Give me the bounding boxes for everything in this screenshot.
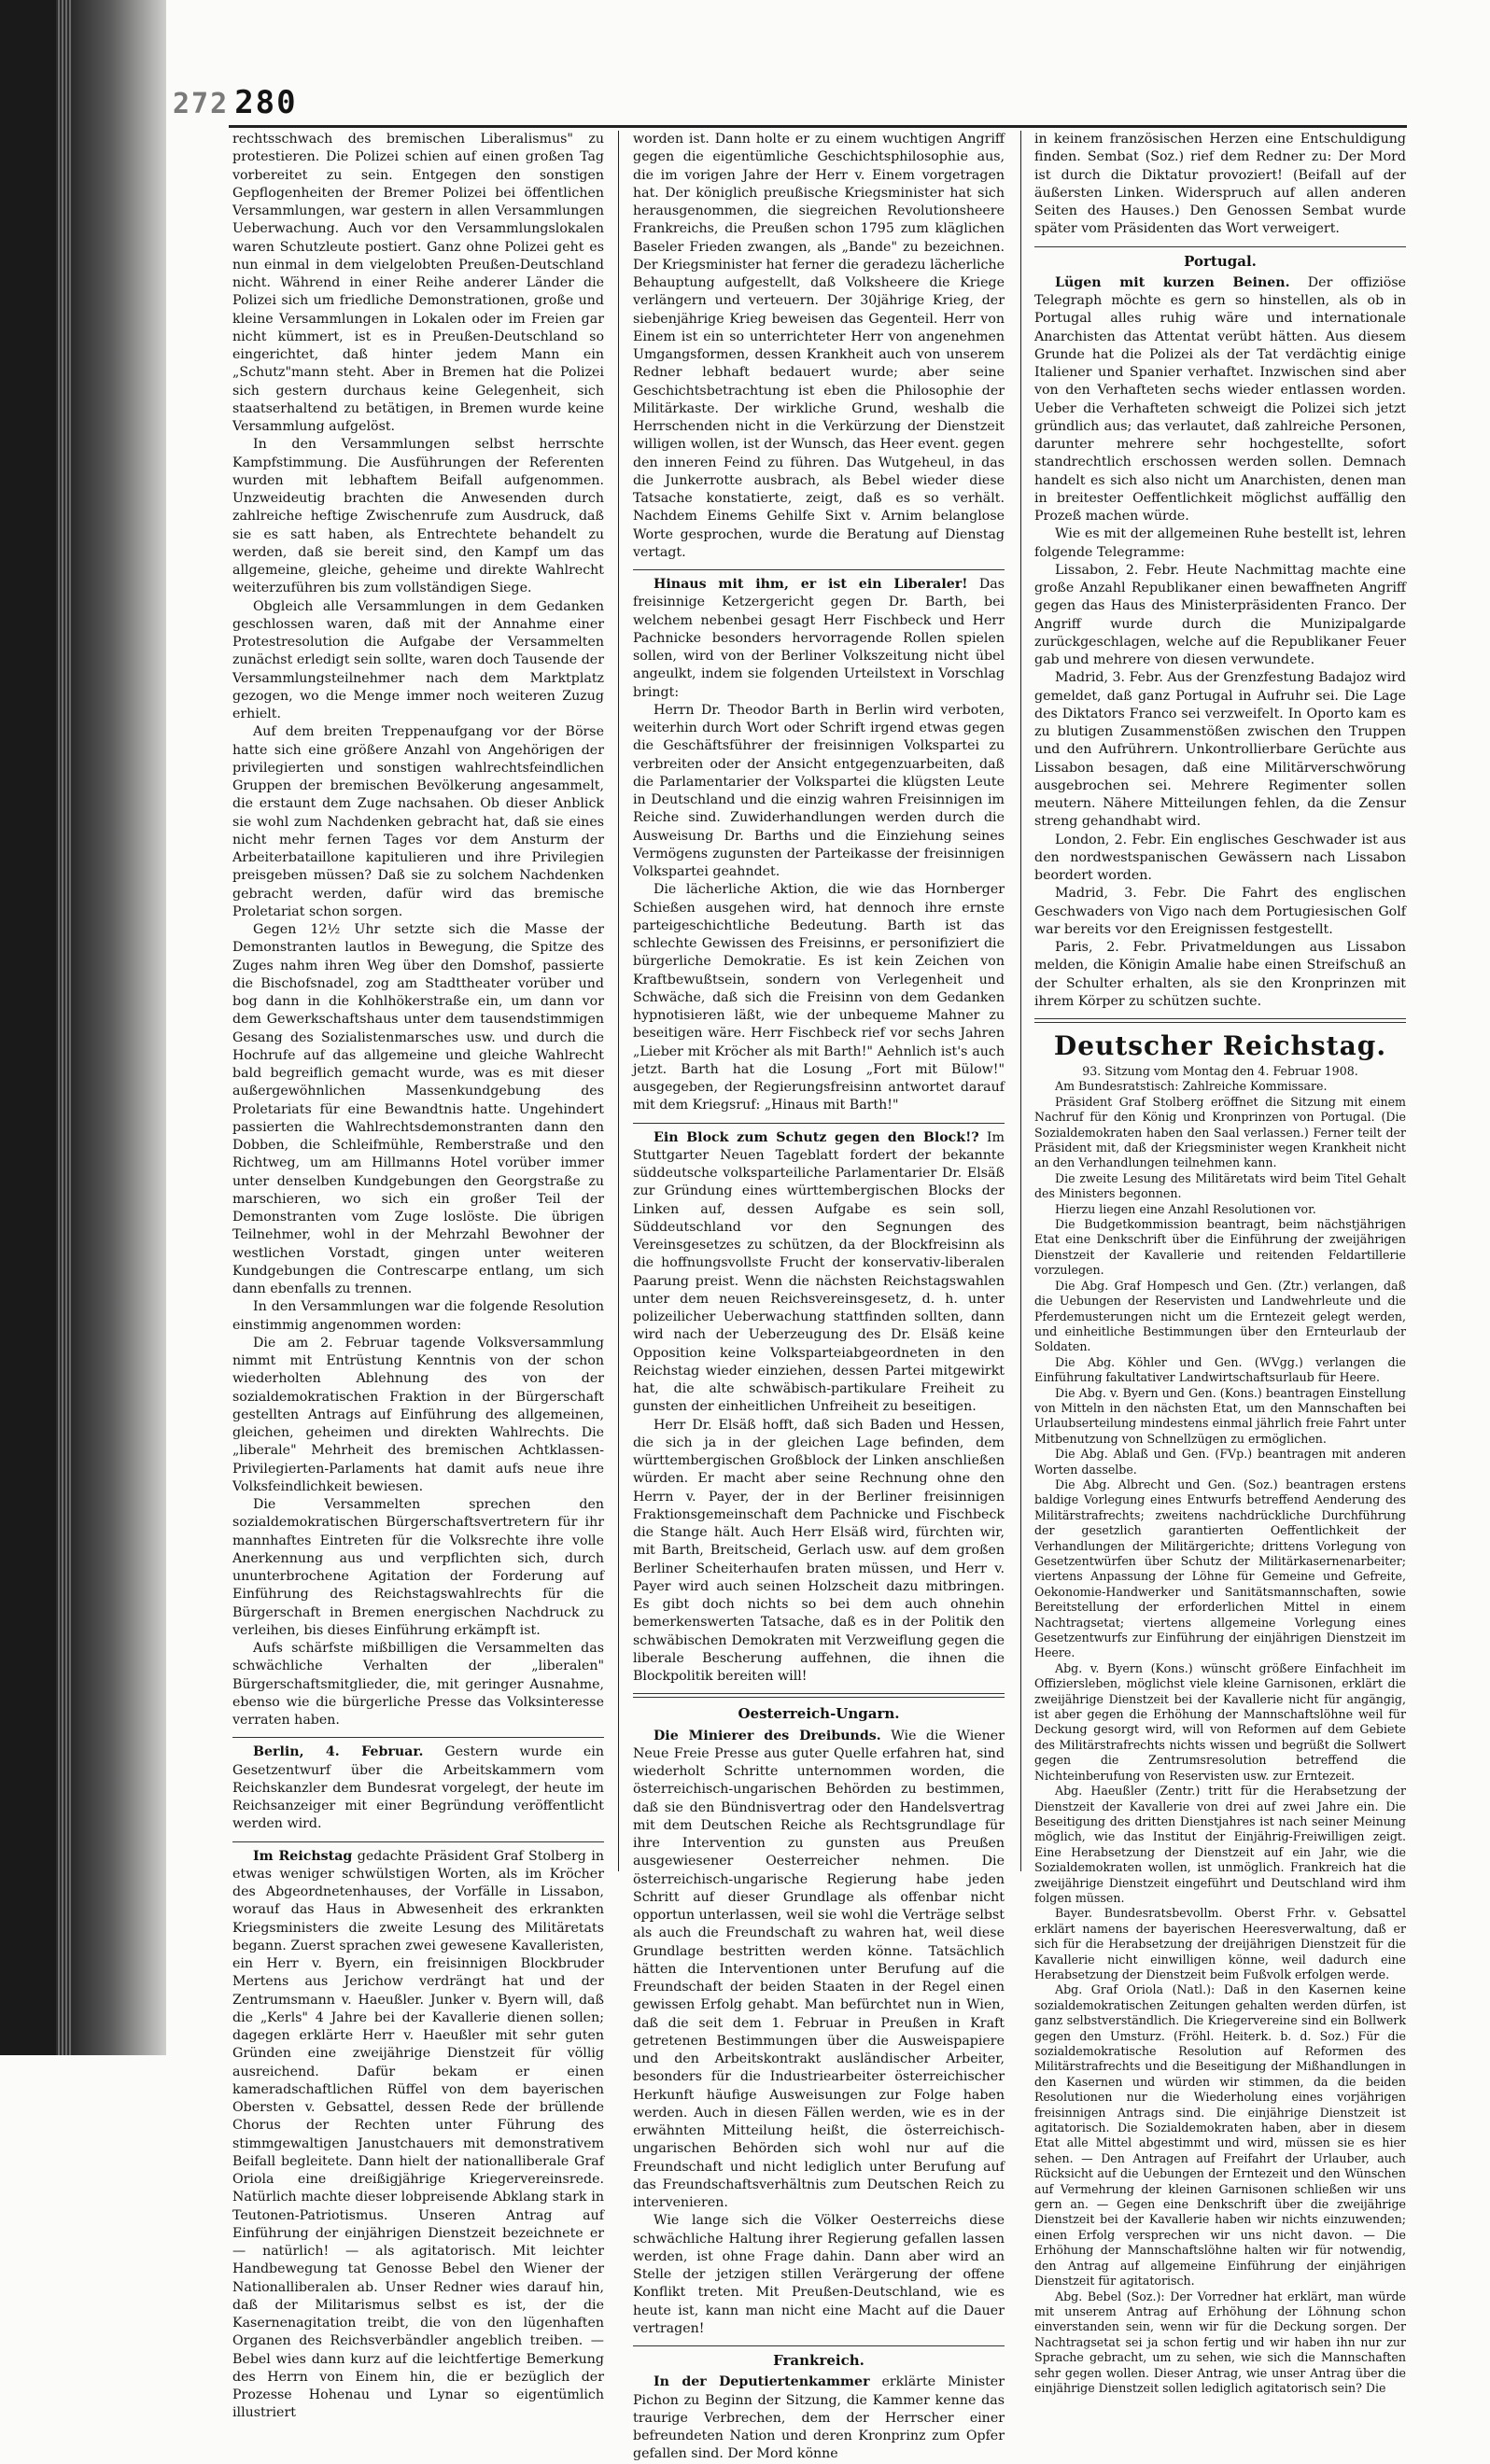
paragraph: Wie es mit der allgemeinen Ruhe bestellt ist, lehren folgende Telegramme:: [1034, 526, 1406, 560]
telegram: Madrid, 3. Febr. Die Fahrt des englischen Geschwaders von Vigo nach dem Portugiesischen Golf war bereits vor den Ereignissen festgestellt.: [1034, 886, 1406, 937]
article-text: Gestern wurde ein Gesetzentwurf über die Arbeitskammern vom Reichskanzler dem Bundesrat vorgelegt, der heute im Reichsanzeiger mit einer Begründung veröffentlicht werden wird.: [232, 1744, 604, 1832]
resolution-paragraph: Aufs schärfste mißbilligen die Versammelten das schwächliche Verhalten der „liberalen" Bürgerschaftsmitglieder, die, mit geringer Ausnahme, ebenso wie die bürgerliche Presse das Volksinteresse verraten haben.: [232, 1641, 604, 1728]
article-headline: In der Deputiertenkammer: [654, 2374, 870, 2390]
section-heading-oesterreich: Oesterreich-Ungarn.: [738, 1705, 900, 1723]
article-text: Im Stuttgarter Neuen Tageblatt fordert der bekannte süddeutsche volksparteiliche Parlamentarier Dr. Elsäß zur Gründung eines württembergischen Blocks der Linken auf, dessen Aufgabe es sein soll, Süddeutschland vor den Segnungen des Vereinsgesetzes zu schützen, da der Blockfreisinn als die hoffnungsvollste Frucht der konservativ-liberalen Paarung preist. Wenn die nächsten Reichstagswahlen unter dem neuen Reichsvereinsgesetz, d. h. unter polizeilicher Ueberwachung stattfinden sollten, dann wird nach der Ueberzeugung des Dr. Elsäß keine Opposition keine Volksparteiabgeordneten in den Reichstag wieder einziehen, dessen Partei mitgewirkt hat, die alte schwäbisch-partikulare Freiheit zu gunsten der einheitlichen Unfreiheit zu beseitigen.: [633, 1129, 1005, 1415]
session-paragraph: Abg. v. Byern (Kons.) wünscht größere Einfachheit im Offiziersleben, möglichst viele kleine Garnisonen, erklärt die zweijährige Dienstzeit bei der Kavallerie nicht für angängig, ist aber gegen die Erhöhung der Mannschaftslöhne weil für Deckung gesorgt wird, will von Reformen auf dem Gebiete des Militärstrafrechts nichts wissen und begrüßt die Sollwert gegen die Zentrumsresolution betreffend die Nichteinberufung von Reservisten usw. zur Erntezeit.: [1034, 1660, 1406, 1783]
binding-edge: [56, 0, 73, 2055]
session-paragraph: Abg. Bebel (Soz.): Der Vorredner hat erklärt, man würde mit unserem Antrag auf Erhöhung der Löhnung schon einverstanden sein, wenn wir für die Deckung sorgen. Der Nachtragsetat sei ja schon fertig und wir haben ihn nur zur Sprache gebracht, um zu sehen, wie sich die Mannschaften sehr gegen wollen. Dieser Antrag, wie unser Antrag über die einjährige Dienstzeit sollen lediglich agitatorisch sein? Die: [1034, 2289, 1406, 2395]
dateline: Berlin, 4. Februar.: [253, 1744, 424, 1760]
column-2: [633, 131, 1005, 2462]
column-rule-1: [618, 131, 619, 1871]
article-headline: Hinaus mit ihm, er ist ein Liberaler!: [654, 577, 968, 592]
paragraph: In den Versammlungen war die folgende Resolution einstimmig angenommen worden:: [232, 1299, 604, 1333]
paragraph: Die lächerliche Aktion, die wie das Hornberger Schießen ausgehen wird, hat dennoch ihre ernste parteigeschichtliche Bedeutung. Barth ist das schlechte Gewissen des Freisinns, er personifiziert die bürgerliche Demokratie. Es ist kein Zeichen von Kraftbewußtsein, sondern von Verlegenheit und Schwäche, daß sich die Freisinn von dem Gedanken hypnotisieren läßt, wie der unbequeme Mahner zu beseitigen wäre. Herr Fischbeck rief vor sechs Jahren „Lieber mit Kröcher als mit Barth!" Aehnlich ist's auch jetzt. Barth hat die Losung „Fort mit Bülow!" ausgegeben, der Regierungsfreisinn antwortet darauf mit dem Kriegsruf: „Hinaus mit Barth!": [633, 882, 1005, 1113]
article-text: Wie die Wiener Neue Freie Presse aus guter Quelle erfahren hat, sind wiederholt Schritte unternommen worden, die österreichisch-ungarischen Behörden zu bestimmen, daß sie den Bündnisvertrag oder den Handelsvertrag mit dem Deutschen Reiche als Rechtsgrundlage für ihre Intervention zu gunsten aus Preußen ausgewiesener Oesterreicher nehmen. Die österreichisch-ungarische Regierung habe jeden Schritt auf dieser Grundlage als offenbar nicht opportun unterlassen, weil sie wohl die Verträge selbst als auch die Freundschaft zu wahren hat, weil diese Grundlage bestritten werden könne. Tatsächlich hätten die Interventionen unter Berufung auf die Freundschaft der beiden Staaten in der Regel einen gewissen Erfolg gehabt. Man befürchtet nun in Wien, daß die seit dem 1. Februar in Preußen in Kraft getretenen Bestimmungen über die Ausweispapiere und den Arbeitskontrakt ausländischer Arbeiter, besonders für die Industriearbeiter österreichischer Herkunft häufige Ausweisungen zur Folge haben werden. Auch in diesen Fällen werden, wie es in der erwähnten Mitteilung heißt, die österreichisch-ungarischen Behörden sich wohl nur auf die Freundschaft und nicht lediglich unter Berufung auf das Freundschaftsverhältnis zum Deutschen Reich zu intervenieren.: [633, 1728, 1005, 2210]
paragraph: worden ist. Dann holte er zu einem wuchtigen Angriff gegen die eigentümliche Geschichtsphilosophie aus, die im vorigen Jahre der Herr v. Einem vorgetragen hat. Der königlich preußische Kriegsminister hat sich herausgenommen, die siegreichen Revolutionsheere Frankreichs, die Preußen schon 1795 zum kläglichen Baseler Frieden zwangen, als „Bande" zu bezeichnen. Der Kriegsminister hat ferner die geradezu lächerliche Behauptung aufgestellt, daß Volksheere die Kriege verlängern und verteuern. Der 30jährige Krieg, der siebenjährige Krieg beweisen das Gegenteil. Herr von Einem ist ein so unterrichteter Herr von angenehmen Umgangsformen, dessen Krankheit auch von unserem Redner lebhaft bedauert wurde; aber seine Geschichtsbetrachtung ist eben die Philosophie der Militärkaste. Der wirkliche Grund, weshalb die Herrschenden nicht in die Verkürzung der Dienstzeit willigen wollen, ist der Wunsch, das Heer event. gegen den inneren Feind zu führen. Das Wutgeheul, in das die Junkerrotte ausbrach, als Bebel wieder diese Tatsache konstatierte, zeigt, daß es so verhält. Nachdem Einems Gehilfe Sixt v. Arnim belanglose Worte gesprochen, wurde die Beratung auf Dienstag vertagt.: [633, 132, 1005, 560]
session-paragraph: Die Budgetkommission beantragt, beim nächstjährigen Etat eine Denkschrift über die Einführung der zweijährigen Dienstzeit der Kavallerie und reitenden Feldartillerie vorzulegen.: [1034, 1217, 1406, 1278]
article-text: Das freisinnige Ketzergericht gegen Dr. Barth, bei welchem nebenbei gesagt Herr Fischbeck und Herr Pachnicke besonders hervorragende Rollen spielen sollen, wird von der Berliner Volkszeitung nicht übel angeulkt, indem sie folgenden Urteilstext in Vorschlag bringt:: [633, 577, 1005, 700]
section-heading-frankreich: Frankreich.: [773, 2352, 864, 2369]
quoted-verdict: Herrn Dr. Theodor Barth in Berlin wird verboten, weiterhin durch Wort oder Schrift irgend etwas gegen die Geschäftsführer der freisinnigen Volkspartei zu verbreiten oder der Ansicht entgegenzuarbeiten, daß die Parlamentarier der Volkspartei die klügsten Leute in Deutschland und die einzig wahren Freisinnigen im Reiche sind. Zuwiderhandlungen werden durch die Ausweisung Dr. Barths und die Einziehung seines Vermögens zugunsten der Parteikasse der freisinnigen Volkspartei geahndet.: [633, 702, 1005, 879]
session-paragraph: Abg. Haeußler (Zentr.) tritt für die Herabsetzung der Dienstzeit der Kavallerie von drei auf zwei Jahre ein. Die Beseitigung des dritten Dienstjahres ist nach seiner Meinung möglich, wie das Institut der Einjährig-Freiwilligen zeigt. Eine Herabsetzung der Dienstzeit auf ein Jahr, wie die Sozialdemokraten wollen, ist unmöglich. Frankreich hat die zweijährige Dienstzeit eingeführt und Deutschland wird ihm folgen müssen.: [1034, 1784, 1406, 1905]
resolution-paragraph: Die am 2. Februar tagende Volksversammlung nimmt mit Entrüstung Kenntnis von der schon wiederholten Ablehnung des von der sozialdemokratischen Fraktion in der Bürgerschaft gestellten Antrags auf Einführung des allgemeinen, gleichen, geheimen und direkten Wahlrechts. Die „liberale" Mehrheit des bremischen Achtklassen-Privilegierten-Parlaments hat damit aufs neue ihre Volksfeindlichkeit bewiesen.: [232, 1335, 604, 1494]
telegram: Paris, 2. Febr. Privatmeldungen aus Lissabon melden, die Königin Amalie habe einen Streifschuß an der Schulter erhalten, als sie den Kronprinzen mit ihrem Körper zu schützen suchte.: [1034, 940, 1406, 1009]
article: [633, 2373, 1005, 2463]
article-headline: Lügen mit kurzen Beinen.: [1055, 274, 1290, 290]
paragraph: rechtsschwach des bremischen Liberalismus" zu protestieren. Die Polizei schien auf einen großen Tag vorbereitet zu sein. Entgegen den sonstigen Gepflogenheiten der Bremer Polizei bei öffentlichen Versammlungen, war gestern in allen Versammlungen Ueberwachung. Auch vor den Versammlungslokalen waren Schutzleute postiert. Ganz ohne Polizei geht es nun einmal in dem vielgelobten Preußen-Deutschland nicht. Während in einer Reihe anderer Länder die Polizei sich um friedliche Demonstrationen, große und kleine Versammlungen in Lokalen oder im Freien gar nicht kümmert, ist es in Preußen-Deutschland so eingerichtet, daß hinter jedem Mann ein „Schutz"mann steht. Aber in Bremen hat die Polizei sich gestern durchaus keine Gelegenheit, sich staatserhaltend zu betätigen, in Bremen wurde keine Versammlung aufgelöst.: [232, 132, 604, 434]
session-paragraph: Die Abg. Ablaß und Gen. (FVp.) beantragen mit anderen Worten dasselbe.: [1034, 1447, 1406, 1477]
column-1: [232, 131, 605, 2421]
session-paragraph: Hierzu liegen eine Anzahl Resolutionen vor.: [1055, 1201, 1316, 1216]
article-lead: Im Reichstag: [253, 1848, 353, 1864]
article-separator: [633, 1123, 1005, 1124]
column-3: [1034, 131, 1406, 2395]
reichstag-masthead: Deutscher Reichstag.: [1053, 1030, 1387, 1061]
session-paragraph: Die Abg. Albrecht und Gen. (Soz.) beantragen erstens baldige Vorlegung eines Entwurfs betreffend Aenderung des Militärstrafrechts; zweitens nachdrückliche Durchführung der gesetzlich garantierten Oeffentlichkeit der Verhandlungen der Militärgerichte; drittens Vorlegung von Gesetzentwürfen über Schutz der Militärkasernenarbeiter; viertens Anpassung der Löhne für Gemeine und Gefreite, Oekonomie-Handwerker und Sanitätsmannschaften, sowie Bereitstellung der erforderlichen Mittel in einem Nachtragsetat; viertens allgemeine Vorlegung eines Gesetzentwurfs zur Einführung der einjährigen Dienstzeit im Heere.: [1034, 1477, 1406, 1660]
paragraph: Auf dem breiten Treppenaufgang vor der Börse hatte sich eine größere Anzahl von Angehörigen der privilegierten und sonstigen wahlrechtsfeindlichen Gruppen der bremischen Bevölkerung angesammelt, die erstaunt dem Zuge nachsahen. Ob dieser Anblick sie wohl zum Nachdenken gebracht hat, daß sie eines nicht mehr fernen Tages vor dem Ansturm der Arbeiterbataillone kapitulieren und ihre Privilegien preisgeben müssen? Daß sie zu solchem Nachdenken gebracht werden, dafür wird das bremische Proletariat schon sorgen.: [232, 724, 604, 919]
article-text: erklärte Minister Pichon zu Beginn der Sitzung, die Kammer kenne das traurige Verbrechen, dem der Herrscher einer befreundeten Nation und deren Kronprinz zum Opfer gefallen sind. Der Mord könne: [633, 2374, 1005, 2462]
section-separator: [633, 1693, 1005, 1698]
session-paragraph: Die zweite Lesung des Militäretats wird beim Titel Gehalt des Ministers begonnen.: [1034, 1170, 1406, 1201]
article-separator: [1034, 246, 1406, 247]
session-paragraph: Abg. Graf Oriola (Natl.): Daß in den Kasernen keine sozialdemokratischen Zeitungen gehalten werden dürfen, ist ganz selbstverständlich. Die Kriegervereine sind ein Bollwerk gegen den Umsturz. (Fröhl. Heiterk. b. d. Soz.) Für die sozialdemokratische Resolution auf Reformen des Militärstrafrechts und die Beseitigung der Mißhandlungen in den Kasernen und würden wir stimmen, da die beiden Resolutionen nur die Wiederholung eines vorjährigen freisinnigen Antrags sind. Die einjährige Dienstzeit ist agitatorisch. Die Sozialdemokraten haben, aber in diesem Etat alle Mittel abgestimmt und wird, müssen sie es hier sehen. — Den Antragen auf Freifahrt der Urlauber, auch Rücksicht auf die Uebungen der Erntezeit und den Wünschen auf Vermehrung der kleinen Garnisonen schließen wir uns gern an. — Gegen eine Denkschrift über die zweijährige Dienstzeit bei der Kavallerie haben wir nichts einzuwenden; einen Erfolg versprechen wir uns nicht davon. — Die Erhöhung der Mannschaftslöhne halten wir für notwendig, den Antrag auf allgemeine Einführung der einjährigen Dienstzeit für agitatorisch.: [1034, 1982, 1406, 2289]
session-line: 93. Sitzung vom Montag den 4. Februar 1908.: [1082, 1064, 1358, 1078]
article: [633, 1728, 1005, 2213]
paragraph: Wie lange sich die Völker Oesterreichs diese schwächliche Haltung ihrer Regierung gefallen lassen werden, ist ohne Frage dahin. Dann aber wird an Stelle der jetzigen stillen Verärgerung der offene Konflikt treten. Mit Preußen-Deutschland, wie es heute ist, kann man nicht eine Macht auf die Dauer vertragen!: [633, 2213, 1005, 2336]
article: [633, 576, 1005, 702]
telegram: Madrid, 3. Febr. Aus der Grenzfestung Badajoz wird gemeldet, daß ganz Portugal in Aufruhr sei. Die Lage des Diktators Franco sei verzweifelt. In Oporto kam es zu blutigen Zusammenstößen zwischen den Truppen und den Aufrührern. Unkontrollierbare Gerüchte aus Lissabon besagen, daß eine Militärverschwörung ausgebrochen sei. Mehrere Regimenter sollen meutern. Nähere Mitteilungen fehlen, da die Zensur streng gehandhabt wird.: [1034, 670, 1406, 830]
page-number: [173, 84, 298, 121]
session-paragraph: Die Abg. Köhler und Gen. (WVgg.) verlangen die Einführung fakultativer Landwirtschaftsurlaub für Heere.: [1034, 1354, 1406, 1385]
article-headline: Die Minierer des Dreibunds.: [654, 1728, 881, 1743]
book-binding: [0, 0, 56, 2055]
session-paragraph: Präsident Graf Stolberg eröffnet die Sitzung mit einem Nachruf für den König und Kronprinzen von Portugal. (Die Sozialdemokraten haben den Saal verlassen.) Ferner teilt der Präsident mit, daß der Kriegsminister wegen Krankheit nicht an den Verhandlungen teilnehmen kann.: [1034, 1094, 1406, 1170]
article: [1034, 274, 1406, 526]
article-separator: [232, 1737, 604, 1738]
header-rule: [229, 125, 1407, 128]
paragraph: in keinem französischen Herzen eine Entschuldigung finden. Sembat (Soz.) rief dem Redner zu: Der Mord ist durch die Diktatur provoziert! (Beifall auf der äußersten Linken. Widerspruch auf allen anderen Seiten des Hauses.) Den Genossen Sembat wurde später vom Präsidenten das Wort verweigert.: [1034, 132, 1406, 237]
article-text: gedachte Präsident Graf Stolberg in etwas weniger schwülstigen Worten, als im Kröcher des Abgeordnetenhauses, der Vorfälle in Lissabon, worauf das Haus in Abwesenheit des erkrankten Kriegsministers die zweite Lesung des Militäretats begann. Zuerst sprachen zwei gewesene Kavalleristen, ein Herr v. Byern, ein freisinnigen Blockbruder Mertens aus Jerichow verdrängt hat und der Zentrumsmann v. Haeußler. Junker v. Byern will, daß die „Kerls" 4 Jahre bei der Kavallerie dienen sollen; dagegen erklärte Herr v. Haeußler mit sehr guten Gründen eine zweijährige Dienstzeit für völlig ausreichend. Dafür bekam er einen kameradschaftlichen Rüffel von dem bayerischen Obersten v. Gebsattel, dessen Rede der brüllende Chorus der Rechten unter Führung des stimmgewaltigen Janustchauers mit demonstrativem Beifall begleitete. Dann hielt der nationalliberale Graf Oriola eine dreißigjährige Kriegervereinsrede. Natürlich machte dieser lobpreisende Abklang stark in Teutonen-Patriotismus. Unseren Antrag auf Einführung der einjährigen Dienstzeit bezeichnete er — natürlich! — als agitatorisch. Mit leichter Handbewegung tat Genosse Bebel den Wiener der Nationalliberalen ab. Unser Redner wies darauf hin, daß der Militarismus selbst es ist, der die Kasernenagitation treibt, die von den lügenhaften Organen des Reichsverbändler angeblich treiben. — Bebel wies dann kurz auf die leichtfertige Bemerkung des Herrn von Einem hin, die er bezüglich der Prozesse Hohenau und Lynar so eigentümlich illustriert: [232, 1848, 605, 2421]
article-headline: Ein Block zum Schutz gegen den Block!?: [654, 1129, 979, 1145]
session-paragraph: Die Abg. Graf Hompesch und Gen. (Ztr.) verlangen, daß die Uebungen der Reservisten und Landwehrleute und die Pferdemusterungen nicht um die Erntezeit gelegt werden, und einheitliche Bestimmungen über den Ernteurlaub der Soldaten.: [1034, 1278, 1406, 1354]
berlin-article: [232, 1743, 604, 1833]
article-separator: [633, 2345, 1005, 2346]
paragraph: Gegen 12½ Uhr setzte sich die Masse der Demonstranten lautlos in Bewegung, die Spitze des Zuges nahm ihren Weg über den Domshof, passierte die Bischofsnadel, zog am Stadttheater vorüber und bog dann in die Kohlhökerstraße ein, um dann vor dem Gewerkschaftshaus unter dem tausendstimmigen Gesang des Sozialistenmarsches usw. und durch die Hochrufe auf das allgemeine und gleiche Wahlrecht bald begreiflich gemacht wurde, was es mit dieser außergewöhnlichen Massenkundgebung des Proletariats für eine Bewandtnis hatte. Ungehindert passierten die Wahlrechtsdemonstranten dann den Dobben, die Schleifmühle, Remberstraße und den Richtweg, um am Hillmanns Hotel vorüber immer unter denselben Kundgebungen den Georgstraße zu marschieren, wo sich ein großer Teil der Demonstranten vom Zuge loslöste. Die übrigen Teilnehmer, wohl in der Mehrzahl Bewohner der westlichen Vorstadt, gingen unter weiteren Kundgebungen die Contrescarpe entlang, um sich dann ebenfalls zu trennen.: [232, 922, 604, 1296]
article: [633, 1129, 1005, 1417]
session-report: [1034, 1079, 1406, 2396]
telegram: Lissabon, 2. Febr. Heute Nachmittag machte eine große Anzahl Republikaner einen bewaffneten Angriff gegen das Haus des Ministerpräsidenten Franco. Der Angriff wurde durch die Munizipalgarde zurückgeschlagen, welche auf die Republikaner Feuer gab und mehrere von diesen verwundete.: [1034, 562, 1406, 667]
reichstag-article: [232, 1848, 604, 2423]
article-separator: [633, 569, 1005, 570]
session-paragraph: Am Bundesratstisch: Zahlreiche Kommissare.: [1055, 1079, 1328, 1094]
old-page-number: 272: [173, 88, 230, 120]
session-paragraph: Die Abg. v. Byern und Gen. (Kons.) beantragen Einstellung von Mitteln in den nächsten Etat, um den Mannschaften bei Urlaubserteilung mindestens einmal jährlich freie Fahrt unter Mitbenutzung von Schnellzügen zu ermöglichen.: [1034, 1385, 1406, 1446]
article-text: Der offiziöse Telegraph möchte es gern so hinstellen, als ob in Portugal alles ruhig wäre und internationale Anarchisten das Attentat verübt hätten. Aus diesem Grunde hat die Polizei als der Tat verdächtig einige Italiener und Spanier verhaftet. Inzwischen sind aber von den Verhafteten sechs wieder entlassen worden. Ueber die Verhafteten schweigt die Polizei sich jetzt gründlich aus; das verlautet, daß zahlreiche Personen, darunter mehrere sehr hochgestellte, sofort standrechtlich erschossen werden sollen. Demnach handelt es sich also nicht um Anarchisten, denen man in breitester Oeffentlichkeit möglichst auffällig den Prozeß machen würde.: [1034, 274, 1406, 524]
current-page-number: 280: [234, 84, 298, 121]
article-separator: [232, 1841, 604, 1842]
page-gutter-shadow: [73, 0, 166, 2055]
paragraph: Obgleich alle Versammlungen in dem Gedanken geschlossen waren, daß mit der Annahme einer Protestresolution die Aufgabe der Versammelten zunächst erledigt sein sollte, waren doch Tausende der Versammlungsteilnehmer nach dem Marktplatz gezogen, wo die Menge immer noch weiteren Zuzug erhielt.: [232, 598, 604, 721]
paragraph: Herr Dr. Elsäß hofft, daß sich Baden und Hessen, die sich ja in der gleichen Lage befinden, dem württembergischen Großblock der Linken anschließen würden. Er macht aber seine Rechnung ohne den Herrn v. Payer, der in der Berliner freisinnigen Fraktionsgemeinschaft dem Pachnicke und Fischbeck die Stange hält. Auch Herr Elsäß wird, fürchten wir, mit Barth, Breitscheid, Gerlach usw. auf dem großen Berliner Scheiterhaufen braten müssen, und Herr v. Payer wird auch seinen Holzscheit dazu mitbringen. Es gibt doch nichts so bei dem auch ohnehin bemerkenswerten Tatsache, daß es in der Politik den schwäbischen Demokraten mit Verzweiflung gegen die liberale Bescherung auffehnen, die ihnen die Blockpolitik bereiten will!: [633, 1417, 1005, 1684]
column-rule-2: [1020, 131, 1021, 1871]
section-heading-portugal: Portugal.: [1184, 252, 1257, 270]
resolution-paragraph: Die Versammelten sprechen den sozialdemokratischen Bürgerschaftsvertretern für ihr mannhaftes Eintreten für die Volksrechte ihre volle Anerkennung aus und verpflichten sich, durch ununterbrochene Agitation der Forderung auf Einführung des Reichstagswahlrechts für die Bürgerschaft in Bremen energischen Nachdruck zu verleihen, bis dieses Einführung erkämpft ist.: [232, 1497, 604, 1638]
section-separator: [1034, 1018, 1406, 1023]
telegram: London, 2. Febr. Ein englisches Geschwader ist aus den nordwestspanischen Gewässern nach Lissabon beordert worden.: [1034, 832, 1406, 883]
paragraph: In den Versammlungen selbst herrschte Kampfstimmung. Die Ausführungen der Referenten wurden mit lebhaftem Beifall aufgenommen. Unzweideutig brachten die Anwesenden durch zahlreiche heftige Zwischenrufe zum Ausdruck, daß sie es satt haben, als Entrechtete behandelt zu werden, daß sie bereit sind, den Kampf um das allgemeine, gleiche, geheime und direkte Wahlrecht weiterzuführen bis zum vollständigen Siege.: [232, 437, 604, 596]
session-paragraph: Bayer. Bundesratsbevollm. Oberst Frhr. v. Gebsattel erklärt namens der bayerischen Heeresverwaltung, daß er sich für die Herabsetzung der dreijährigen Dienstzeit für die Kavallerie nicht einwilligen könne, weil dadurch eine Herabsetzung der Dienstzeit beim Fußvolk erfolgen werde.: [1034, 1906, 1406, 1981]
